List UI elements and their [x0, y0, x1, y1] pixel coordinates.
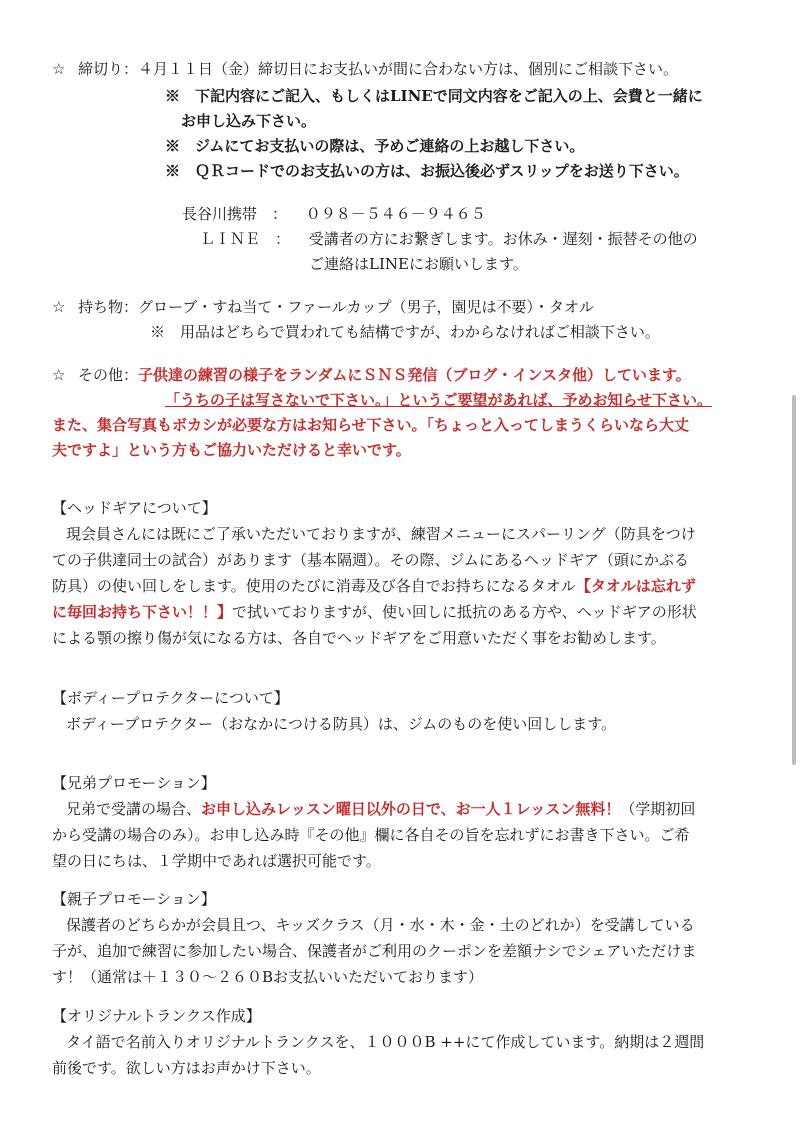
line-label: ＬＩＮＥ ：	[200, 230, 291, 248]
siblings-heading: 【兄弟プロモーション】	[52, 774, 216, 792]
headgear-line-5: による顎の擦り傷が気になる方は、各自でヘッドギアをご用意いただく事をお勧めします。	[52, 629, 666, 647]
star-icon: ☆	[52, 60, 66, 78]
towel-notice-cont: に毎回お持ち下さい！！】	[52, 603, 233, 621]
sns-notice-3: また、集合写真もボカシが必要な方はお知らせ下さい。「ちょっと入ってしまうくらいなら大丈	[52, 416, 690, 434]
deadline-note-2: ※ ジムにてお支払いの際は、予めご連絡の上お越し下さい。	[165, 137, 585, 155]
headgear-line-3-text: 防具）の使い回しをします。使用のたびに消毒及び各自でお持ちになるタオル	[52, 577, 576, 595]
sns-notice-1: 子供達の練習の様子をランダムにＳＮＳ発信（ブログ・インスタ他）しています。	[138, 366, 691, 384]
headgear-line-3	[52, 575, 696, 598]
star-icon: ☆	[52, 298, 66, 316]
sns-notice-4: 夫ですよ」という方もご協力いただけると幸いです。	[52, 441, 411, 459]
belongings-label: 持ち物：	[78, 298, 139, 316]
line-value-1: 受講者の方にお繋ぎします。お休み・遅刻・振替その他の	[308, 230, 698, 248]
phone-row	[182, 203, 486, 226]
other-label: その他：	[78, 366, 139, 384]
deadline-label: 締切り：	[78, 60, 139, 78]
headgear-line-4	[52, 601, 697, 624]
headgear-line-1: 現会員さんには既にご了承いただいておりますが、練習メニューにスパーリング（防具をつけ	[66, 525, 696, 543]
siblings-line-1-a: 兄弟で受講の場合、	[66, 800, 202, 818]
trunks-line-2: 前後です。欲しい方はお声かけ下さい。	[52, 1059, 321, 1077]
deadline-note-3: ※ ＱＲコードでのお支払いの方は、お振込後必ずスリップをお送り下さい。	[165, 162, 689, 180]
parent-child-line-1: 保護者のどちらかが会員且つ、キッズクラス（月・水・木・金・土のどれか）を受講している	[66, 916, 695, 934]
parent-child-line-3: す！（通常は＋１３０〜２６０Bお支払いいただいております）	[52, 968, 484, 986]
body-protector-heading: 【ボディープロテクターについて】	[52, 689, 289, 707]
deadline-note-1b: お申し込み下さい。	[181, 112, 317, 130]
siblings-line-1	[66, 798, 695, 821]
trunks-line-1: タイ語で名前入りオリジナルトランクスを、１０００B ++にて作成しています。納期は２週間	[66, 1033, 705, 1051]
parent-child-line-2: 子が、追加で練習に参加したい場合、保護者がご利用のクーポンを差額ナシでシェアいただけま	[52, 942, 697, 960]
parent-child-heading: 【親子プロモーション】	[52, 890, 216, 908]
deadline-line	[52, 58, 678, 81]
deadline-note-1: ※ 下記内容にご記入、もしくはLINEで同文内容をご記入の上、会費と一緒に	[165, 87, 703, 105]
phone-label: 長谷川携帯 ：	[182, 205, 288, 223]
deadline-text: ４月１１日（金）締切日にお支払いが間に合わない方は、個別にご相談下さい。	[138, 60, 679, 78]
other-line	[52, 364, 691, 387]
belongings-note: ※ 用品はどちらで買われても結構ですが、わからなければご相談下さい。	[150, 323, 660, 341]
star-icon: ☆	[52, 366, 66, 384]
siblings-line-2: から受講の場合のみ）。お申し込み時『その他』欄に各自その旨を忘れずにお書き下さい。ご希	[52, 826, 690, 844]
siblings-line-1-b: （学期初回	[620, 800, 696, 818]
siblings-line-3: 望の日にちは、１学期中であれば選択可能です。	[52, 852, 381, 870]
line-value-2: ご連絡はLINEにお願いします。	[309, 255, 528, 273]
sns-notice-2: 「うちの子は写さないで下さい。」というご要望があれば、予めお知らせ下さい。	[165, 391, 713, 409]
headgear-line-2: ての子供達同士の試合）があります（基本隔週）。その際、ジムにあるヘッドギア（頭にかぶる	[52, 551, 689, 569]
headgear-line-4-text: で拭いておりますが、使い回しに抵抗のある方や、ヘッドギアの形状	[232, 603, 697, 621]
phone-value: ０９８－５４６－９４６５	[305, 205, 486, 223]
headgear-heading: 【ヘッドギアについて】	[52, 499, 217, 517]
scrollbar[interactable]	[792, 395, 796, 765]
belongings-line	[52, 296, 594, 319]
towel-notice: 【タオルは忘れず	[575, 577, 696, 595]
line-row	[200, 228, 698, 251]
trunks-heading: 【オリジナルトランクス作成】	[52, 1007, 261, 1025]
body-protector-line-1: ボディープロテクター（おなかにつける防具）は、ジムのものを使い回しします。	[66, 715, 617, 733]
belongings-text: グローブ・すね当て・ファールカップ（男子，園児は不要）・タオル	[138, 298, 595, 316]
free-lesson-notice: お申し込みレッスン曜日以外の日で、お一人１レッスン無料！	[201, 800, 621, 818]
